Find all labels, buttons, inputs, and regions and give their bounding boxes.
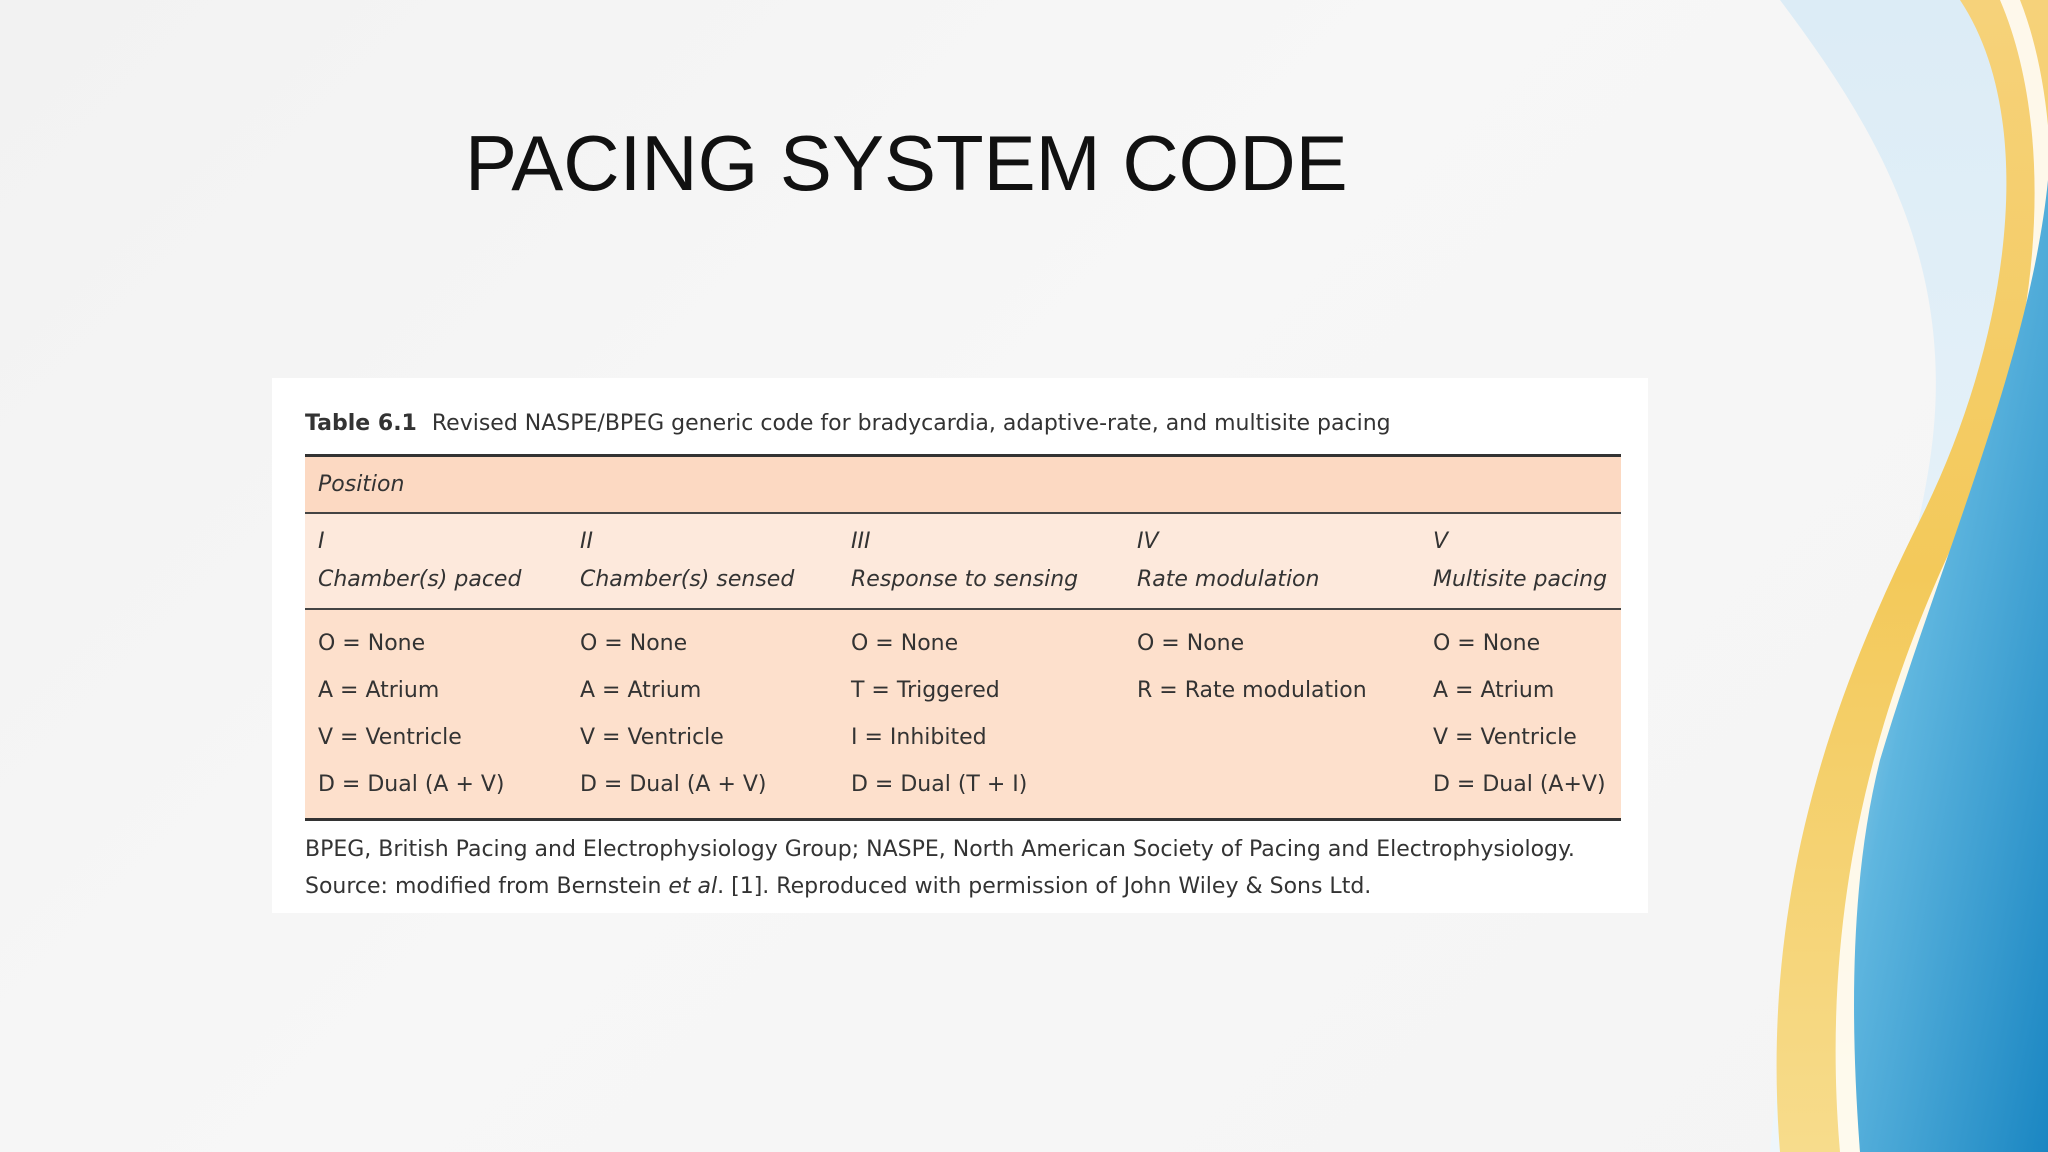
footnote-source-em: et al <box>668 874 718 899</box>
table-cell: T = Triggered <box>838 667 1124 714</box>
column-header-1 <box>305 513 567 609</box>
table-row <box>305 609 1621 667</box>
table-cell <box>1124 761 1420 820</box>
column-heading-5: Multisite pacing <box>1433 567 1608 592</box>
table-cell <box>1124 714 1420 761</box>
table-caption <box>305 411 1391 436</box>
table-row <box>305 714 1621 761</box>
table-cell: O = None <box>567 609 838 667</box>
column-header-4 <box>1124 513 1420 609</box>
column-header-3 <box>838 513 1124 609</box>
position-label: Position <box>305 456 1621 514</box>
table-number: Table 6.1 <box>305 411 417 436</box>
table-cell: D = Dual (A+V) <box>1420 761 1621 820</box>
footnote-source-post: . [1]. Reproduced with permission of John Wiley & Sons Ltd. <box>717 874 1372 899</box>
table-row <box>305 667 1621 714</box>
column-header-2 <box>567 513 838 609</box>
table-cell: O = None <box>838 609 1124 667</box>
table-cell: O = None <box>1420 609 1621 667</box>
footnote-abbreviations: BPEG, British Pacing and Electrophysiology Group; NASPE, North American Society of Pacing and Electrophysiology. <box>305 837 1575 862</box>
column-numeral-3: III <box>851 529 871 554</box>
column-header-5 <box>1420 513 1621 609</box>
table-image-card <box>272 378 1648 913</box>
table-cell: O = None <box>1124 609 1420 667</box>
slide-title: PACING SYSTEM CODE <box>465 119 1348 207</box>
table-cell: R = Rate modulation <box>1124 667 1420 714</box>
table-cell: O = None <box>305 609 567 667</box>
table-cell: D = Dual (A + V) <box>305 761 567 820</box>
table-footnote <box>305 831 1575 905</box>
pacing-code-table <box>305 454 1621 821</box>
column-heading-4: Rate modulation <box>1137 567 1320 592</box>
column-numeral-2: II <box>580 529 593 554</box>
table-cell: D = Dual (T + I) <box>838 761 1124 820</box>
column-numeral-5: V <box>1433 529 1449 554</box>
column-header-row <box>305 513 1621 609</box>
table-cell: A = Atrium <box>1420 667 1621 714</box>
footnote-source-pre: Source: modified from Bernstein <box>305 874 669 899</box>
footnote-source <box>305 868 1575 905</box>
table-cell: V = Ventricle <box>1420 714 1621 761</box>
table-cell: V = Ventricle <box>305 714 567 761</box>
column-heading-2: Chamber(s) sensed <box>580 567 795 592</box>
column-numeral-1: I <box>318 529 325 554</box>
column-numeral-4: IV <box>1137 529 1159 554</box>
table-caption-text: Revised NASPE/BPEG generic code for bradycardia, adaptive-rate, and multisite pacing <box>431 411 1391 436</box>
table-cell: V = Ventricle <box>567 714 838 761</box>
table-row <box>305 761 1621 820</box>
table-cell: D = Dual (A + V) <box>567 761 838 820</box>
position-row <box>305 456 1621 514</box>
column-heading-3: Response to sensing <box>851 567 1079 592</box>
table-cell: A = Atrium <box>305 667 567 714</box>
column-heading-1: Chamber(s) paced <box>318 567 522 592</box>
table-cell: A = Atrium <box>567 667 838 714</box>
table-cell: I = Inhibited <box>838 714 1124 761</box>
